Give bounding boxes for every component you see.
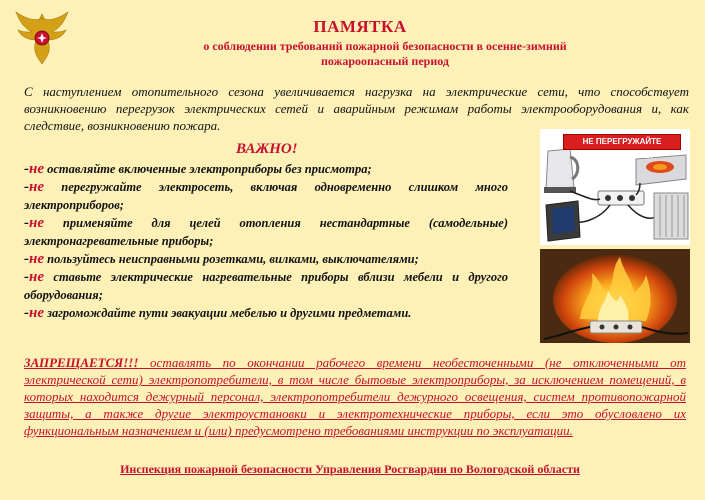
rule-text: пользуйтесь неисправными розетками, вилками, выключателями; (44, 252, 419, 266)
rule-negation: не (29, 161, 44, 177)
rosgvardia-eagle-emblem-icon (14, 8, 70, 66)
rule-text: применяйте для целей отопления нестандартные (самодельные) электронагревательные приборы; (24, 216, 508, 248)
rule-dash: - (24, 179, 29, 195)
rule-negation: не (29, 179, 44, 195)
rule-item (24, 214, 508, 250)
rule-negation: не (29, 269, 44, 285)
rule-dash: - (24, 269, 29, 285)
page-subtitle (150, 39, 620, 69)
rule-item (24, 178, 508, 214)
rule-text: перегружайте электросеть, включая одновременно слишком много электроприборов; (24, 180, 508, 212)
page-title: ПАМЯТКА (313, 17, 407, 36)
rule-item (24, 268, 508, 304)
rule-text: оставляйте включенные электроприборы без присмотра; (44, 162, 372, 176)
rule-text: ставьте электрические нагревательные приборы вблизи мебели и другого оборудования; (24, 270, 508, 302)
rule-item (24, 160, 508, 178)
warning-sign: НЕ ПЕРЕГРУЖАЙТЕ ЭЛЕКТРОСЕТЬ! (563, 134, 681, 150)
subtitle-line-2: пожароопасный период (321, 54, 449, 68)
prohibition-keyword: ЗАПРЕЩАЕТСЯ!!! (24, 355, 139, 370)
rule-negation: не (29, 305, 44, 321)
rule-item (24, 250, 508, 268)
important-heading: ВАЖНО! (236, 141, 298, 157)
rule-dash: - (24, 161, 29, 177)
intro-paragraph: С наступлением отопительного сезона увеличивается нагрузка на электрические сети, что способствует возникновению перегрузок электрических сетей и аварийным режимам работы электрооборудования и, как следствие, возникновению пожара. (24, 84, 689, 133)
rule-dash: - (24, 251, 29, 267)
fire-icon (540, 249, 690, 343)
rule-dash: - (24, 215, 29, 231)
burning-outlet-illustration (540, 249, 690, 343)
prohibition-text: оставлять по окончании рабочего времени необесточенными (не отключенными от электрической сети) электропотребители, в том числе бытовые электроприборы, за исключением помещений, в которых находится дежурный персонал, электропотребители дежурного освещения, систем противопожарной защиты, а также другие электроустановки и электротехнические приборы, если это обусловлено их функциональным назначением и (или) предусмотрено требованиями инструкции по эксплуатации. (24, 355, 686, 438)
rule-negation: не (29, 251, 44, 267)
footer-signature: Инспекция пожарной безопасности Управления Росгвардии по Вологодской области (120, 462, 580, 476)
prohibition-paragraph (24, 354, 686, 439)
rule-negation: не (29, 215, 44, 231)
rule-text: загромождайте пути эвакуации мебелью и другими предметами. (44, 306, 412, 320)
rule-item (24, 304, 508, 322)
rule-dash: - (24, 305, 29, 321)
subtitle-line-1: о соблюдении требований пожарной безопасности в осенне-зимний (203, 39, 567, 53)
rules-list (24, 160, 508, 322)
